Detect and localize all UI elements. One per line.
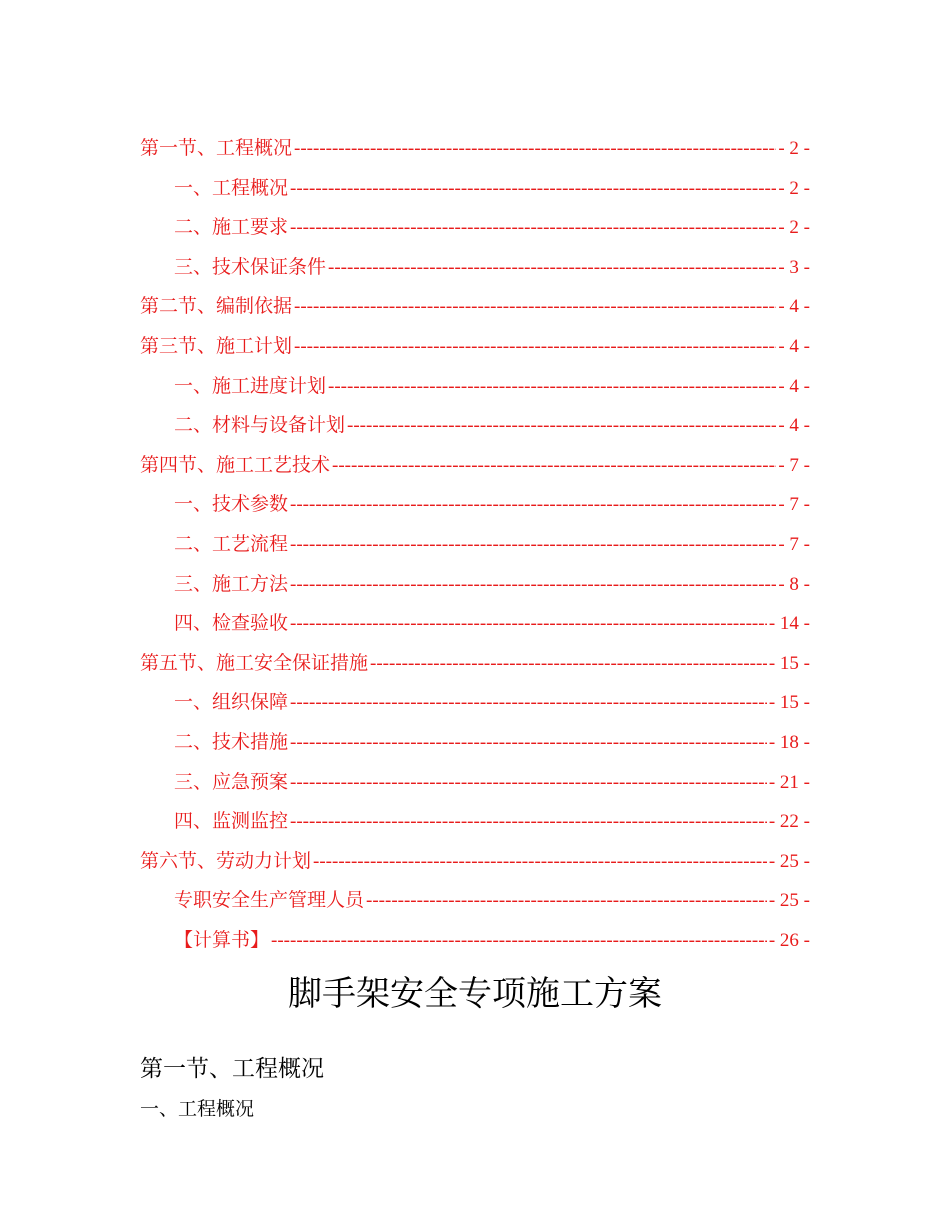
toc-entry[interactable] bbox=[140, 648, 810, 688]
toc-entry-label: 第三节、施工计划 bbox=[140, 334, 293, 357]
toc-entry-label: 二、工艺流程 bbox=[174, 532, 289, 555]
toc-entry-page-number: - 2 - bbox=[778, 177, 810, 199]
toc-entry-label: 三、施工方法 bbox=[174, 572, 289, 595]
toc-entry[interactable] bbox=[140, 173, 810, 213]
toc-entry[interactable] bbox=[140, 489, 810, 529]
toc-entry[interactable] bbox=[140, 925, 810, 965]
table-of-contents bbox=[140, 133, 810, 964]
toc-entry-page-number: - 2 - bbox=[778, 138, 810, 159]
toc-entry-page-number: - 14 - bbox=[768, 613, 810, 635]
toc-dot-leader bbox=[332, 455, 776, 477]
toc-entry-label: 三、技术保证条件 bbox=[174, 255, 327, 278]
toc-entry-page-number: - 25 - bbox=[768, 850, 810, 872]
toc-entry[interactable] bbox=[140, 212, 810, 252]
toc-entry[interactable] bbox=[140, 331, 810, 371]
toc-entry[interactable] bbox=[140, 569, 810, 609]
toc-dot-leader bbox=[290, 178, 776, 200]
toc-entry[interactable] bbox=[140, 885, 810, 925]
toc-entry-page-number: - 21 - bbox=[768, 771, 810, 793]
toc-dot-leader bbox=[290, 534, 776, 556]
toc-entry-page-number: - 3 - bbox=[778, 256, 810, 278]
toc-entry-label: 第六节、劳动力计划 bbox=[140, 849, 312, 872]
toc-entry[interactable] bbox=[140, 806, 810, 846]
toc-dot-leader bbox=[290, 574, 776, 596]
toc-dot-leader bbox=[290, 692, 767, 714]
toc-dot-leader bbox=[294, 336, 776, 358]
toc-entry[interactable] bbox=[140, 687, 810, 727]
subsection-heading: 一、工程概况 bbox=[140, 1098, 255, 1120]
toc-entry[interactable] bbox=[140, 846, 810, 886]
toc-dot-leader bbox=[271, 930, 767, 952]
toc-dot-leader bbox=[347, 415, 776, 437]
toc-entry-label: 【计算书】 bbox=[174, 928, 270, 951]
toc-entry-label: 一、工程概况 bbox=[174, 176, 289, 199]
toc-dot-leader bbox=[328, 257, 776, 279]
toc-entry-label: 第二节、编制依据 bbox=[140, 295, 293, 318]
toc-entry[interactable] bbox=[140, 608, 810, 648]
toc-dot-leader bbox=[366, 890, 767, 912]
toc-entry-page-number: - 25 - bbox=[768, 890, 810, 912]
toc-entry[interactable] bbox=[140, 767, 810, 807]
toc-entry[interactable] bbox=[140, 727, 810, 767]
toc-entry-page-number: - 2 - bbox=[778, 217, 810, 239]
toc-dot-leader bbox=[294, 296, 776, 318]
toc-entry-page-number: - 15 - bbox=[768, 692, 810, 714]
toc-dot-leader bbox=[290, 811, 767, 833]
toc-entry[interactable] bbox=[140, 410, 810, 450]
toc-dot-leader bbox=[313, 851, 767, 873]
toc-entry-label: 第四节、施工工艺技术 bbox=[140, 453, 331, 476]
section-heading: 第一节、工程概况 bbox=[140, 1056, 324, 1082]
toc-entry-page-number: - 26 - bbox=[768, 929, 810, 951]
toc-entry-label: 专职安全生产管理人员 bbox=[174, 889, 365, 912]
toc-dot-leader bbox=[290, 613, 767, 635]
toc-entry-label: 二、材料与设备计划 bbox=[174, 414, 346, 437]
toc-entry-page-number: - 22 - bbox=[768, 811, 810, 833]
toc-entry-page-number: - 4 - bbox=[778, 415, 810, 437]
toc-entry-label: 二、施工要求 bbox=[174, 216, 289, 239]
toc-entry-label: 二、技术措施 bbox=[174, 730, 289, 753]
toc-entry[interactable] bbox=[140, 371, 810, 411]
toc-entry-page-number: - 8 - bbox=[778, 573, 810, 595]
toc-dot-leader bbox=[370, 653, 767, 675]
toc-entry[interactable] bbox=[140, 450, 810, 490]
toc-entry-page-number: - 4 - bbox=[778, 335, 810, 357]
toc-entry[interactable] bbox=[140, 133, 810, 173]
toc-dot-leader bbox=[328, 376, 776, 398]
toc-entry-label: 一、施工进度计划 bbox=[174, 374, 327, 397]
toc-dot-leader bbox=[294, 138, 776, 160]
toc-entry-page-number: - 4 - bbox=[778, 296, 810, 318]
toc-entry-label: 一、组织保障 bbox=[174, 691, 289, 714]
toc-entry-label: 第五节、施工安全保证措施 bbox=[140, 651, 369, 674]
toc-dot-leader bbox=[290, 732, 767, 754]
toc-entry-page-number: - 4 - bbox=[778, 375, 810, 397]
toc-entry-label: 四、检查验收 bbox=[174, 612, 289, 635]
toc-entry-page-number: - 18 - bbox=[768, 731, 810, 753]
toc-entry-label: 三、应急预案 bbox=[174, 770, 289, 793]
toc-entry-page-number: - 7 - bbox=[778, 454, 810, 476]
toc-entry-page-number: - 7 - bbox=[778, 533, 810, 555]
toc-entry-page-number: - 7 - bbox=[778, 494, 810, 516]
toc-entry-label: 一、技术参数 bbox=[174, 493, 289, 516]
toc-entry[interactable] bbox=[140, 291, 810, 331]
toc-dot-leader bbox=[290, 494, 776, 516]
toc-entry[interactable] bbox=[140, 252, 810, 292]
document-title: 脚手架安全专项施工方案 bbox=[288, 974, 662, 1014]
toc-dot-leader bbox=[290, 772, 767, 794]
toc-entry[interactable] bbox=[140, 529, 810, 569]
toc-entry-label: 第一节、工程概况 bbox=[140, 137, 293, 159]
toc-dot-leader bbox=[290, 217, 776, 239]
toc-entry-page-number: - 15 - bbox=[768, 652, 810, 674]
toc-entry-label: 四、监测监控 bbox=[174, 810, 289, 833]
